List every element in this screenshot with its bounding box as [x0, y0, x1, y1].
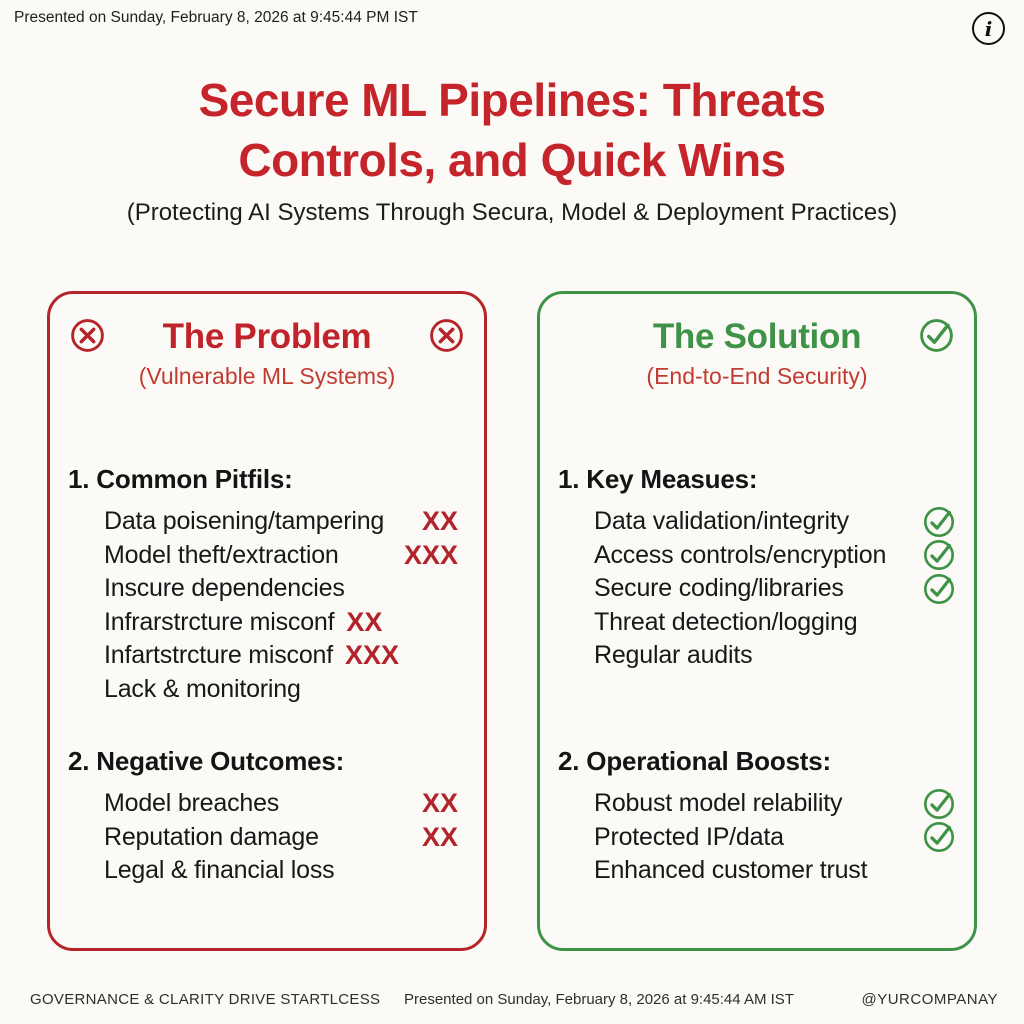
list-item-label: Robust model relability: [594, 789, 843, 818]
section-heading: 2. Negative Outcomes:: [68, 746, 345, 776]
list-item-label: Legal & financial loss: [104, 856, 335, 885]
x-mark: XX: [421, 788, 458, 819]
list-item-label: Model theft/extraction: [104, 540, 339, 569]
list-item-label: Regular audits: [594, 641, 753, 670]
list-item-label: Inscure dependencies: [104, 574, 345, 603]
panel-solution: [537, 291, 977, 951]
check-circle-icon: [922, 538, 956, 572]
list-item-label: Data poisening/tampering: [104, 507, 385, 536]
presented-timestamp-top: Presented on Sunday, February 8, 2026 at 9:45:44 PM IST: [14, 9, 418, 26]
check-circle-icon: [922, 787, 956, 821]
list-item: [558, 606, 956, 640]
footer-tagline: GOVERNANCE & CLARITY DRIVE STARTLCESS: [30, 991, 381, 1008]
panel-subtitle-problem: (Vulnerable ML Systems): [138, 363, 396, 389]
list-item: [558, 639, 956, 673]
list-item: [558, 854, 956, 888]
check-circle-icon: [922, 505, 956, 539]
section-problem-1: [68, 464, 466, 706]
list-item: [68, 673, 466, 707]
list-item: [558, 539, 956, 573]
check-circle-icon: [922, 820, 956, 854]
panel-title-problem: The Problem: [162, 317, 372, 356]
section-heading: 1. Key Measues:: [558, 464, 758, 494]
panel-subtitle-solution: (End-to-End Security): [646, 363, 868, 389]
check-circle-icon: [922, 572, 956, 606]
list-item: [68, 639, 466, 673]
list-item-label: Model breaches: [104, 789, 280, 818]
list-item: [68, 505, 466, 539]
list-item: [68, 821, 466, 855]
list-item-label: Lack & monitoring: [104, 674, 301, 703]
page-title-line1: Secure ML Pipelines: Threats: [198, 74, 826, 126]
x-circle-icon: [428, 317, 465, 354]
list-item: [558, 787, 956, 821]
x-mark: XXX: [345, 640, 400, 671]
x-mark: XX: [421, 821, 458, 852]
list-item-label: Threat detection/logging: [594, 607, 858, 636]
list-item: [558, 572, 956, 606]
panel-title-solution: The Solution: [652, 317, 862, 356]
x-mark: XX: [421, 506, 458, 537]
list-item-label: Protected IP/data: [594, 822, 784, 851]
x-mark: XX: [346, 606, 383, 637]
x-mark: XXX: [403, 539, 458, 570]
list-item-label: Secure coding/libraries: [594, 574, 844, 603]
check-circle-icon: [918, 317, 955, 354]
panel-problem: [47, 291, 487, 951]
section-heading: 2. Operational Boosts:: [558, 746, 831, 776]
list-item-label: Enhanced customer trust: [594, 856, 868, 885]
page-subtitle: (Protecting AI Systems Through Secura, Model & Deployment Practices): [126, 199, 898, 226]
panel-header-problem: [50, 314, 484, 360]
list-item-label: Reputation damage: [104, 822, 319, 851]
page-title: [0, 70, 1024, 190]
section-heading: 1. Common Pitfils:: [68, 464, 293, 494]
list-item: [68, 787, 466, 821]
section-solution-1: [558, 464, 956, 673]
list-item-label: Infartstrcture misconf: [104, 641, 333, 670]
page-title-line2: Controls, and Quick Wins: [238, 134, 786, 186]
footer-presented-timestamp: Presented on Sunday, February 8, 2026 at 9:45:44 AM IST: [404, 991, 794, 1008]
list-item: [558, 505, 956, 539]
footer-company-handle: @YURCOMPANAY: [861, 991, 998, 1008]
x-circle-icon: [69, 317, 106, 354]
section-solution-2: [558, 746, 956, 888]
info-icon-glyph: i: [984, 16, 993, 41]
list-item: [68, 606, 466, 640]
panel-header-solution: [540, 314, 974, 360]
list-item-label: Infrarstrcture misconf: [104, 607, 335, 636]
list-item-label: Data validation/integrity: [594, 507, 849, 536]
section-problem-2: [68, 746, 466, 888]
list-item: [558, 821, 956, 855]
info-icon[interactable]: [972, 12, 1005, 45]
list-item-label: Access controls/encryption: [594, 540, 887, 569]
list-item: [68, 854, 466, 888]
list-item: [68, 572, 466, 606]
list-item: [68, 539, 466, 573]
